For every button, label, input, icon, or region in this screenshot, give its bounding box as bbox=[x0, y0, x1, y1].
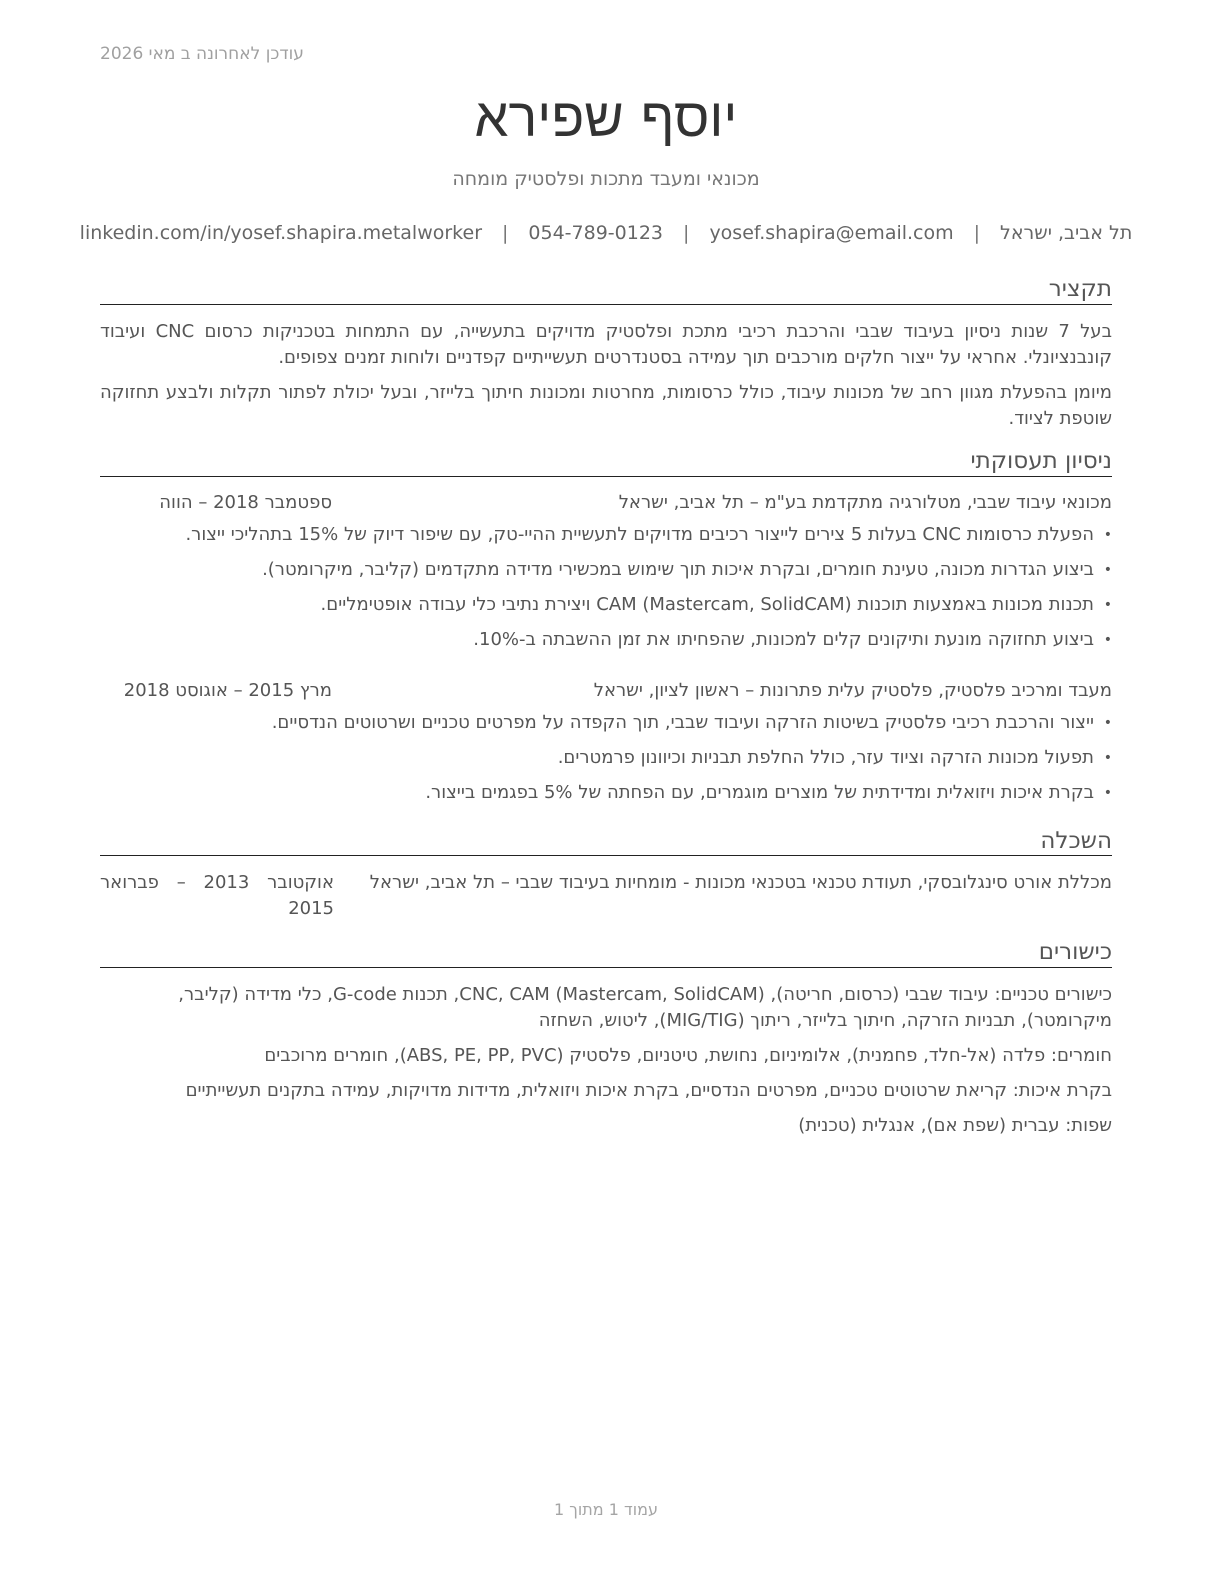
section-title-education: השכלה bbox=[1040, 828, 1112, 854]
contact-separator: | bbox=[683, 222, 690, 244]
resume-page bbox=[79, 0, 1133, 1584]
summary-paragraph: בעל 7 שנות ניסיון בעיבוד שבבי והרכבת רכיבי מתכת ופלסטיק מדויקים בתעשייה, עם התמחות בטכניקות כרסום CNC ועיבוד קונבנציונלי. אחראי על ייצור חלקים מורכבים תוך עמידה בסטנדרטים תעשייתיים קפדניים ולוחות זמנים צפופים. bbox=[100, 321, 1112, 368]
contact-phone[interactable]: 054-789-0123 bbox=[528, 222, 664, 244]
section-divider bbox=[100, 967, 1112, 968]
job-title: מכונאי עיבוד שבבי, מטלורגיה מתקדמת בע"מ – תל אביב, ישראל bbox=[618, 492, 1112, 513]
contact-separator: | bbox=[502, 222, 509, 244]
skills-item: בקרת איכות: קריאת שרטוטים טכניים, מפרטים הנדסיים, בקרת איכות ויזואלית, מדידות מדויקות, עמידה בתקנים תעשייתיים bbox=[185, 1080, 1112, 1101]
section-title-skills: כישורים bbox=[1038, 939, 1112, 965]
contact-email[interactable]: yosef.shapira@email.com bbox=[709, 222, 954, 244]
job-bullet: • ביצוע הגדרות מכונה, טעינת חומרים, ובקרת איכות תוך שימוש במכשירי מדידה מתקדמים (קליבר, מיקרומטר). bbox=[100, 557, 1112, 592]
summary-paragraph: מיומן בהפעלת מגוון רחב של מכונות עיבוד, כולל כרסומות, מחרטות ומכונות חיתוך בלייזר, ובעל יכולת לפתור תקלות ולבצע תחזוקה שוטפת לציוד. bbox=[100, 382, 1112, 429]
section-divider bbox=[100, 855, 1112, 856]
section-divider bbox=[100, 304, 1112, 305]
contact-linkedin-link[interactable]: linkedin.com/in/yosef.shapira.metalworker bbox=[79, 222, 483, 244]
candidate-name: יוסף שפירא bbox=[474, 86, 738, 149]
job-bullet: • ביצוע תחזוקה מונעת ותיקונים קלים למכונות, שהפחיתו את זמן ההשבתה ב-10%. bbox=[100, 627, 1112, 662]
skills-item: חומרים: פלדה (אל-חלד, פחמנית), אלומיניום, נחושת, טיטניום, פלסטיק (ABS, PE, PP, PVC), חומרים מרוכבים bbox=[264, 1045, 1112, 1066]
job-bullet: • ייצור והרכבת רכיבי פלסטיק בשיטות הזרקה ועיבוד שבבי, תוך הקפדה על מפרטים טכניים ושרטוטים הנדסיים. bbox=[100, 710, 1112, 745]
job-bullet: • בקרת איכות ויזואלית ומדידתית של מוצרים מוגמרים, עם הפחתה של 5% בפגמים בייצור. bbox=[100, 780, 1112, 815]
job-bullet-list bbox=[100, 710, 1112, 815]
contact-separator: | bbox=[973, 222, 981, 244]
job-bullet: • הפעלת כרסומות CNC בעלות 5 צירים לייצור רכיבים מדויקים לתעשיית ההיי-טק, עם שיפור דיוק של 15% בתהליכי ייצור. bbox=[100, 522, 1112, 557]
section-title-summary: תקציר bbox=[1048, 276, 1112, 302]
contact-location: תל אביב, ישראל bbox=[1000, 222, 1133, 244]
candidate-tagline: מכונאי ומעבד מתכות ופלסטיק מומחה bbox=[452, 168, 760, 190]
skills-item: כישורים טכניים: עיבוד שבבי (כרסום, חריטה), CNC, CAM (Mastercam, SolidCAM), תכנות G-code, כלי מדידה (קליבר, מיקרומטר), תבניות הזרקה, חיתוך בלייזר, ריתוך (MIG/TIG), ליטוש, השחזה bbox=[178, 984, 1112, 1031]
last-updated-note: עודכן לאחרונה ב מאי 2026 bbox=[100, 44, 304, 64]
skills-item: שפות: עברית (שפת אם), אנגלית (טכנית) bbox=[798, 1115, 1112, 1136]
page-number-footer: עמוד 1 מתוך 1 bbox=[554, 1500, 658, 1519]
job-header bbox=[100, 680, 1112, 706]
skills-list bbox=[100, 982, 1112, 1148]
education-institution: מכללת אורט סינגלובסקי, תעודת טכנאי בטכנאי מכונות - מומחיות בעיבוד שבבי – תל אביב, ישראל bbox=[369, 872, 1112, 893]
job-bullet: • תכנות מכונות באמצעות תוכנות CAM (Mastercam, SolidCAM) ויצירת נתיבי כלי עבודה אופטימליים. bbox=[100, 592, 1112, 627]
job-title: מעבד ומרכיב פלסטיק, פלסטיק עלית פתרונות – ראשון לציון, ישראל bbox=[593, 680, 1112, 701]
job-bullet-list bbox=[100, 522, 1112, 662]
job-dates: ספטמבר 2018 – הווה bbox=[159, 492, 332, 513]
contact-line bbox=[79, 222, 1133, 244]
education-dates: אוקטובר 2013 – פברואר 2015 bbox=[100, 872, 334, 919]
section-divider bbox=[100, 476, 1112, 477]
job-header bbox=[100, 492, 1112, 518]
section-title-experience: ניסיון תעסוקתי bbox=[970, 448, 1112, 474]
job-bullet: • תפעול מכונות הזרקה וציוד עזר, כולל החלפת תבניות וכיוונון פרמטרים. bbox=[100, 745, 1112, 780]
job-dates: מרץ 2015 – אוגוסט 2018 bbox=[123, 680, 332, 701]
